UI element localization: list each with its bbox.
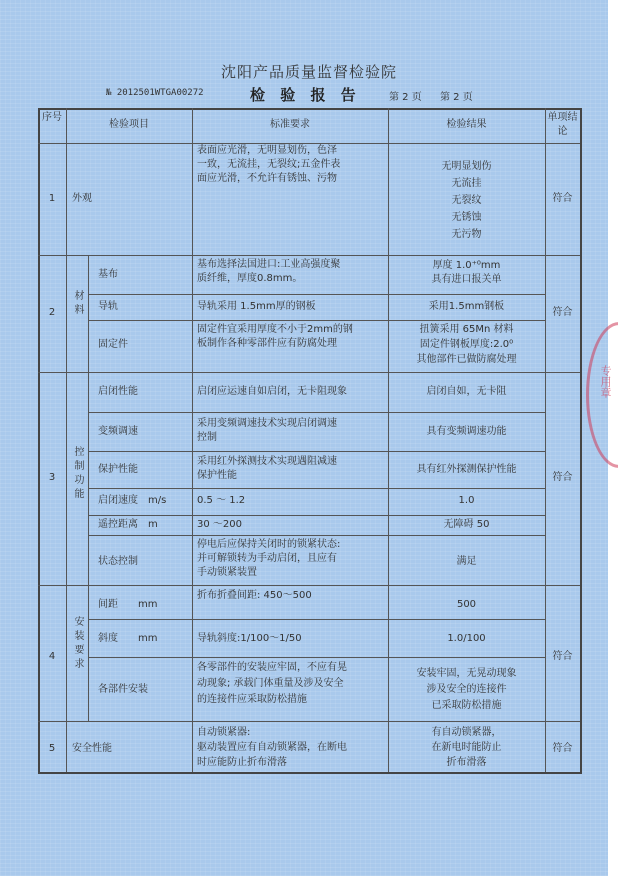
header-result: 检验结果 [446,119,487,130]
result-text: 具有红外探测保护性能 [416,464,517,475]
report-subheader [0,84,618,102]
conclusion-badge: 符合 [552,307,573,318]
requirement-text: 基布选择法国进口:工业高强度聚 质纤维，厚度0.8mm。 [197,259,341,284]
group-label: 安装要求 [72,616,83,672]
group-label: 控制功能 [72,446,83,502]
conclusion-badge: 符合 [552,193,573,204]
result-text: 具有变频调速功能 [426,426,507,437]
result-text: 有自动锁紧器， 在新电时能防止 折布滑落 [431,727,502,768]
row-number: 1 [48,193,56,204]
result-text: 1.0/100 [447,633,486,644]
requirement-text: 0.5 ～ 1.2 [197,495,246,506]
item-name: 基布 [98,269,118,280]
requirement-text: 停电后应保持关闭时的锁紧状态: 并可解锁转为手动启闭，且应有 手动锁紧装置 [197,539,341,578]
header-item: 检验项目 [109,119,149,130]
stamp-text: 专用章 [599,365,612,398]
item-name: 启闭性能 [98,386,138,397]
institute-title: 沈阳产品质量监督检验院 [220,63,397,81]
requirement-text: 自动锁紧器: 驱动装置应有自动锁紧器，在断电 时应能防止折布滑落 [197,727,347,768]
item-name: 间距 mm [98,599,158,610]
header-conclusion: 单项结论 [547,112,578,137]
result-text: 满足 [456,556,477,567]
conclusion-badge: 符合 [552,472,573,483]
requirement-text: 采用变频调速技术实现启闭调速 控制 [197,418,337,443]
requirement-text: 30 ～200 [197,519,242,530]
page-total: 第 2 页 [440,92,473,103]
result-text: 扭簧采用 65Mn 材料 固定件钢板厚度:2.0⁰ 其他部件已做防腐处理 [416,324,517,365]
result-text: 启闭自如，无卡阻 [426,386,507,397]
result-text: 安装牢固，无晃动现象 涉及安全的连接件 已采取防松措施 [416,668,517,711]
result-text: 采用1.5mm钢板 [428,301,505,312]
requirement-text: 折布折叠间距: 450～500 [197,590,312,601]
report-title: 检 验 报 告 [250,86,361,104]
item-name: 导轨 [98,301,118,312]
result-text: 无明显划伤 无流挂 无裂纹 无锈蚀 无污物 [441,161,492,240]
item-name: 变频调速 [98,426,138,437]
row-number: 3 [48,472,56,483]
requirement-text: 各零部件的安装应牢固，不应有晃 动现象; 承载门体重量及涉及安全 的连接件应采取防松措施 [197,662,347,705]
requirement-text: 导轨斜度:1/100～1/50 [197,633,302,644]
result-text: 500 [456,599,477,610]
item-name: 斜度 mm [98,633,158,644]
conclusion-badge: 符合 [552,651,573,662]
requirement-text: 固定件宜采用厚度不小于2mm的钢 板制作各种零部件应有防腐处理 [197,324,353,349]
requirement-text: 启闭应运速自如启闭，无卡阻现象 [197,386,347,397]
item-name: 固定件 [98,339,128,350]
item-name: 各部件安装 [98,684,148,695]
requirement-text: 采用红外探测技术实现遇阻减速 保护性能 [197,456,337,481]
group-label: 材料 [72,290,83,318]
item-name: 外观 [72,193,92,204]
result-text: 无障碍 50 [443,519,490,530]
header-requirement: 标准要求 [270,119,310,130]
conclusion-badge: 符合 [552,743,573,754]
item-name: 启闭速度 m/s [98,495,167,506]
row-number: 5 [48,743,56,754]
requirement-text: 导轨采用 1.5mm厚的钢板 [197,301,316,312]
item-name: 安全性能 [72,743,112,754]
row-number: 2 [48,307,56,318]
item-name: 遥控距离 m [98,519,158,530]
header-seq: 序号 [42,112,62,123]
item-name: 状态控制 [98,556,138,567]
red-seal-stamp [586,322,618,468]
requirement-text: 表面应光滑，无明显划伤，色泽 一致，无流挂，无裂纹;五金件表 面应光滑，不允许有锈蚀、污物 [197,145,341,184]
item-name: 保护性能 [98,464,138,475]
document-number: № 2012501WTGA00272 [106,88,204,98]
page-number: 第 2 页 [389,92,422,103]
row-number: 4 [48,651,56,662]
result-text: 厚度 1.0⁺⁰mm 具有进口报关单 [431,260,502,285]
result-text: 1.0 [458,495,475,506]
